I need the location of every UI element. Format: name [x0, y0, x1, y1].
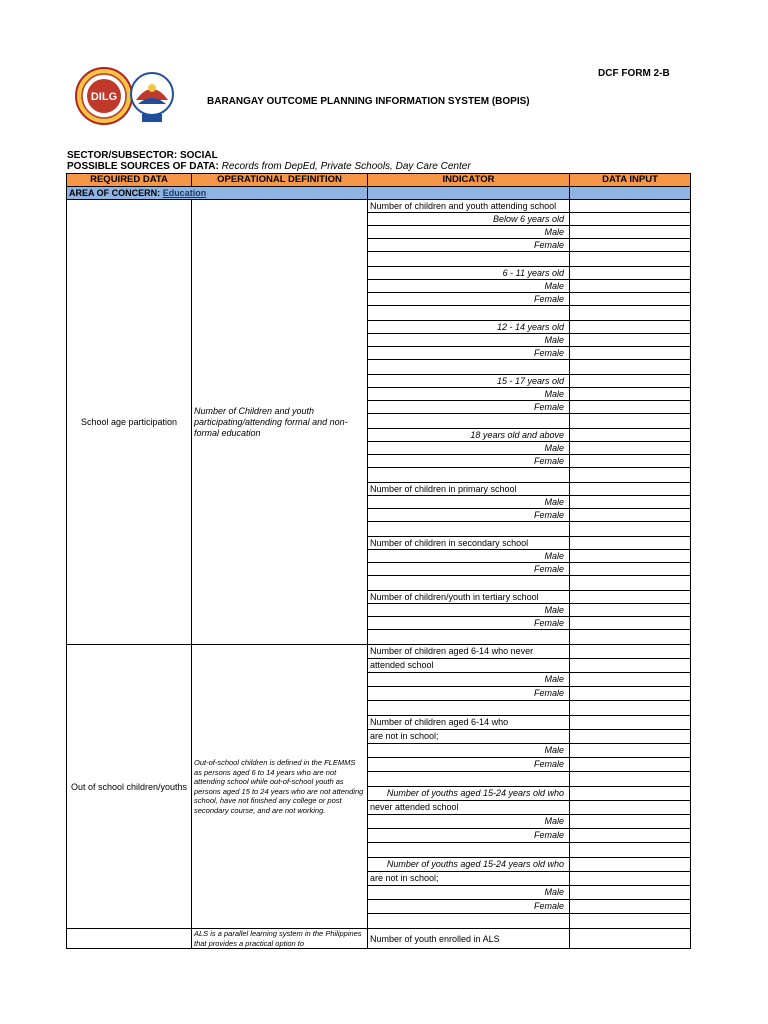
- indicator-cell: Number of children in secondary school: [368, 537, 570, 550]
- indicator-blank: [368, 772, 570, 787]
- data-input-cell[interactable]: [570, 468, 691, 483]
- col-data-input: DATA INPUT: [570, 174, 691, 187]
- indicator-cell: Female: [368, 401, 570, 414]
- data-input-cell[interactable]: [570, 576, 691, 591]
- data-input-cell[interactable]: [570, 496, 691, 509]
- indicator-cell: Female: [368, 829, 570, 843]
- data-input-cell[interactable]: [570, 758, 691, 772]
- indicator-cell: Male: [368, 744, 570, 758]
- indicator-blank: [368, 522, 570, 537]
- col-operational-definition: OPERATIONAL DEFINITION: [192, 174, 368, 187]
- indicator-cell: Number of children/youth in tertiary school: [368, 591, 570, 604]
- data-input-cell[interactable]: [570, 375, 691, 388]
- data-input-cell[interactable]: [570, 604, 691, 617]
- data-input-cell[interactable]: [570, 900, 691, 914]
- data-input-cell[interactable]: [570, 321, 691, 334]
- area-value: Education: [162, 188, 207, 198]
- indicator-cell: Male: [368, 226, 570, 239]
- table-header-row: [67, 174, 691, 187]
- data-input-cell[interactable]: [570, 414, 691, 429]
- operational-definition-cell: Out-of-school children is defined in the FLEMMS as persons aged 6 to 14 years who are not attending school while out-of-school youth as persons aged 15 to 24 years who are not attending school, have not finished any college or post secondary course, and are not working.: [192, 645, 368, 929]
- indicator-cell: Male: [368, 550, 570, 563]
- data-input-cell[interactable]: [570, 914, 691, 929]
- data-input-cell[interactable]: [570, 239, 691, 252]
- indicator-blank: [368, 914, 570, 929]
- indicator-cell: Male: [368, 442, 570, 455]
- indicator-cell: Male: [368, 886, 570, 900]
- data-input-cell[interactable]: [570, 293, 691, 306]
- data-input-cell[interactable]: [570, 858, 691, 872]
- data-input-cell[interactable]: [570, 306, 691, 321]
- data-input-cell[interactable]: [570, 815, 691, 829]
- data-input-cell[interactable]: [570, 617, 691, 630]
- indicator-cell: Number of children in primary school: [368, 483, 570, 496]
- indicator-cell: never attended school: [368, 801, 570, 815]
- data-input-cell[interactable]: [570, 483, 691, 496]
- data-input-cell[interactable]: [570, 280, 691, 293]
- data-input-cell[interactable]: [570, 929, 691, 949]
- indicator-cell: Male: [368, 334, 570, 347]
- indicator-cell: Female: [368, 293, 570, 306]
- data-input-cell[interactable]: [570, 550, 691, 563]
- data-input-cell[interactable]: [570, 537, 691, 550]
- indicator-cell: Female: [368, 617, 570, 630]
- indicator-cell: Number of children aged 6-14 who never: [368, 645, 570, 659]
- indicator-blank: [368, 306, 570, 321]
- data-table: [66, 173, 691, 949]
- data-input-cell[interactable]: [570, 360, 691, 375]
- required-data-cell: Out of school children/youths: [67, 645, 192, 929]
- data-input-cell[interactable]: [570, 716, 691, 730]
- sector-label: SECTOR/SUBSECTOR: SOCIAL: [67, 150, 218, 161]
- data-input-cell[interactable]: [570, 509, 691, 522]
- indicator-cell: Male: [368, 388, 570, 401]
- indicator-blank: [368, 843, 570, 858]
- indicator-cell: 15 - 17 years old: [368, 375, 570, 388]
- data-input-cell[interactable]: [570, 730, 691, 744]
- dilg-seal-logo: [75, 67, 133, 125]
- indicator-cell: 12 - 14 years old: [368, 321, 570, 334]
- indicator-cell: 18 years old and above: [368, 429, 570, 442]
- indicator-cell: Male: [368, 280, 570, 293]
- required-data-cell: [67, 929, 192, 949]
- data-input-cell[interactable]: [570, 563, 691, 576]
- data-input-cell[interactable]: [570, 829, 691, 843]
- indicator-cell: Female: [368, 455, 570, 468]
- indicator-cell: Number of youth enrolled in ALS: [368, 929, 570, 949]
- indicator-cell: Below 6 years old: [368, 213, 570, 226]
- sources-label: POSSIBLE SOURCES OF DATA:: [67, 161, 219, 172]
- indicator-cell: attended school: [368, 659, 570, 673]
- data-input-cell[interactable]: [570, 334, 691, 347]
- col-indicator: INDICATOR: [368, 174, 570, 187]
- data-input-cell[interactable]: [570, 787, 691, 801]
- indicator-cell: 6 - 11 years old: [368, 267, 570, 280]
- data-input-cell[interactable]: [570, 267, 691, 280]
- indicator-cell: Female: [368, 758, 570, 772]
- indicator-blank: [368, 414, 570, 429]
- data-input-cell[interactable]: [570, 872, 691, 886]
- indicator-blank: [368, 468, 570, 483]
- sources-line: [67, 161, 471, 172]
- indicator-cell: are not in school;: [368, 872, 570, 886]
- indicator-blank: [368, 360, 570, 375]
- indicator-cell: Number of youths aged 15-24 years old who: [368, 787, 570, 801]
- data-input-cell[interactable]: [570, 801, 691, 815]
- indicator-blank: [368, 252, 570, 267]
- indicator-cell: Male: [368, 673, 570, 687]
- data-input-cell[interactable]: [570, 673, 691, 687]
- indicator-cell: Female: [368, 509, 570, 522]
- area-of-concern-row: [67, 187, 691, 200]
- indicator-cell: Number of youths aged 15-24 years old who: [368, 858, 570, 872]
- data-input-cell[interactable]: [570, 522, 691, 537]
- indicator-cell: Male: [368, 604, 570, 617]
- data-input-cell[interactable]: [570, 455, 691, 468]
- indicator-cell: Number of children and youth attending school: [368, 200, 570, 213]
- sources-value: Records from DepEd, Private Schools, Day Care Center: [221, 161, 471, 172]
- data-input-cell[interactable]: [570, 687, 691, 701]
- data-input-cell[interactable]: [570, 401, 691, 414]
- area-of-concern: AREA OF CONCERN: Education: [67, 187, 368, 200]
- indicator-cell: Male: [368, 496, 570, 509]
- indicator-blank: [368, 576, 570, 591]
- data-input-cell[interactable]: [570, 659, 691, 673]
- indicator-cell: Female: [368, 239, 570, 252]
- data-input-cell[interactable]: [570, 772, 691, 787]
- indicator-cell: Female: [368, 687, 570, 701]
- data-input-cell[interactable]: [570, 630, 691, 645]
- data-input-cell[interactable]: [570, 200, 691, 213]
- indicator-blank: [368, 701, 570, 716]
- data-input-cell[interactable]: [570, 591, 691, 604]
- operational-definition-cell: ALS is a parallel learning system in the Philippines that provides a practical option to: [192, 929, 368, 949]
- data-input-cell[interactable]: [570, 226, 691, 239]
- data-input-cell[interactable]: [570, 843, 691, 858]
- data-input-cell[interactable]: [570, 388, 691, 401]
- dilg-emblem-logo: [130, 70, 174, 128]
- logo-text: DILG: [90, 91, 118, 103]
- data-input-cell[interactable]: [570, 442, 691, 455]
- indicator-cell: Male: [368, 815, 570, 829]
- data-input-cell[interactable]: [570, 213, 691, 226]
- indicator-blank: [368, 630, 570, 645]
- data-input-cell[interactable]: [570, 347, 691, 360]
- indicator-cell: Female: [368, 563, 570, 576]
- indicator-cell: Female: [368, 900, 570, 914]
- operational-definition-cell: Number of Children and youth participating/attending formal and non-formal education: [192, 200, 368, 645]
- indicator-cell: are not in school;: [368, 730, 570, 744]
- required-data-cell: School age participation: [67, 200, 192, 645]
- form-number: DCF FORM 2-B: [598, 68, 670, 79]
- table-row: [67, 929, 691, 949]
- data-input-cell[interactable]: [570, 252, 691, 267]
- table-row: [67, 200, 691, 213]
- data-input-cell[interactable]: [570, 701, 691, 716]
- data-input-cell[interactable]: [570, 645, 691, 659]
- indicator-cell: Female: [368, 347, 570, 360]
- data-input-cell[interactable]: [570, 744, 691, 758]
- data-input-cell[interactable]: [570, 886, 691, 900]
- data-input-cell[interactable]: [570, 429, 691, 442]
- page-title: BARANGAY OUTCOME PLANNING INFORMATION SYSTEM (BOPIS): [207, 96, 530, 107]
- table-row: [67, 645, 691, 659]
- col-required-data: REQUIRED DATA: [67, 174, 192, 187]
- indicator-cell: Number of children aged 6-14 who: [368, 716, 570, 730]
